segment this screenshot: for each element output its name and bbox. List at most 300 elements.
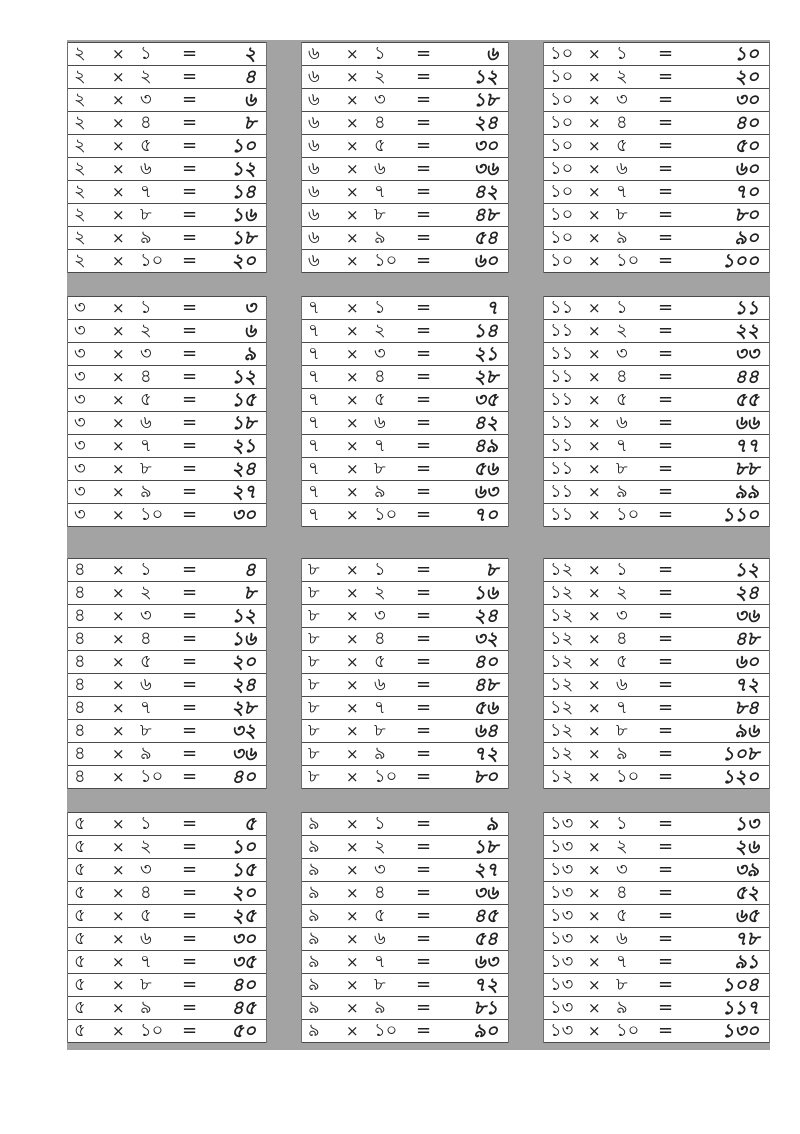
- multiplicand: ৯: [308, 836, 320, 857]
- multiplier: ৮: [616, 458, 628, 479]
- times-sign: ×: [346, 561, 359, 579]
- equals-sign: =: [658, 720, 674, 741]
- multiplier: ৬: [140, 412, 152, 433]
- table-row: [302, 719, 508, 742]
- multiplicand: ৭: [308, 297, 320, 318]
- multiplicand: ১০: [550, 66, 574, 87]
- multiplier: ৬: [616, 674, 628, 695]
- product: ৭০: [473, 504, 498, 526]
- multiplicand: ৫: [74, 882, 86, 903]
- multiplication-sheet: [67, 40, 770, 1050]
- times-sign: ×: [346, 299, 359, 317]
- multiplicand: ২: [74, 204, 86, 225]
- product: ২৮: [231, 697, 256, 719]
- multiplicand: ৮: [308, 651, 320, 672]
- table-row: [302, 996, 508, 1019]
- times-table-card: [543, 296, 770, 527]
- product: ২৪: [473, 605, 498, 627]
- equals-sign: =: [658, 504, 674, 525]
- multiplicand: ১০: [550, 158, 574, 179]
- product: ৪০: [473, 651, 498, 673]
- table-row: [302, 742, 508, 765]
- multiplicand: ৩: [74, 343, 86, 364]
- times-sign: ×: [346, 45, 359, 63]
- equals-sign: =: [182, 135, 198, 156]
- times-sign: ×: [112, 630, 125, 648]
- equals-sign: =: [658, 158, 674, 179]
- equals-sign: =: [416, 504, 432, 525]
- multiplier: ৪: [140, 628, 152, 649]
- multiplicand: ১২: [550, 582, 574, 603]
- times-sign: ×: [588, 653, 601, 671]
- multiplier: ৩: [616, 89, 628, 110]
- times-sign: ×: [346, 999, 359, 1017]
- table-row: [544, 134, 769, 157]
- product: ১০৮: [721, 743, 759, 765]
- table-row: [302, 157, 508, 180]
- table-row: [302, 249, 508, 273]
- equals-sign: =: [182, 481, 198, 502]
- equals-sign: =: [658, 605, 674, 626]
- equals-sign: =: [416, 343, 432, 364]
- multiplier: ৬: [616, 158, 628, 179]
- times-sign: ×: [346, 68, 359, 86]
- equals-sign: =: [658, 582, 674, 603]
- times-sign: ×: [112, 322, 125, 340]
- times-sign: ×: [112, 391, 125, 409]
- multiplier: ৪: [616, 628, 628, 649]
- product: ৮: [243, 112, 256, 134]
- multiplier: ৭: [140, 181, 152, 202]
- multiplicand: ৫: [74, 974, 86, 995]
- multiplier: ৬: [374, 158, 386, 179]
- equals-sign: =: [658, 204, 674, 225]
- multiplicand: ৮: [308, 674, 320, 695]
- equals-sign: =: [416, 651, 432, 672]
- table-row: [544, 203, 769, 226]
- multiplier: ১০: [616, 504, 640, 525]
- times-sign: ×: [112, 299, 125, 317]
- product: ৬০: [734, 651, 759, 673]
- multiplier: ৬: [140, 158, 152, 179]
- product: ১২০: [721, 766, 759, 788]
- multiplier: ৭: [374, 697, 386, 718]
- table-row: [544, 835, 769, 858]
- multiplicand: ১১: [550, 389, 574, 410]
- product: ১০: [231, 836, 256, 858]
- times-sign: ×: [112, 561, 125, 579]
- multiplicand: ১২: [550, 674, 574, 695]
- equals-sign: =: [658, 389, 674, 410]
- table-row: [302, 480, 508, 503]
- product: ১১: [734, 297, 759, 319]
- multiplier: ২: [374, 836, 386, 857]
- product: ৪৫: [231, 997, 256, 1019]
- times-sign: ×: [588, 160, 601, 178]
- multiplier: ৩: [140, 89, 152, 110]
- table-row: [68, 765, 266, 789]
- product: ৭৭: [734, 435, 759, 457]
- times-sign: ×: [588, 206, 601, 224]
- multiplier: ৮: [374, 458, 386, 479]
- equals-sign: =: [658, 628, 674, 649]
- multiplier: ১০: [374, 250, 398, 271]
- equals-sign: =: [658, 297, 674, 318]
- multiplicand: ৩: [74, 320, 86, 341]
- times-sign: ×: [112, 345, 125, 363]
- times-sign: ×: [112, 114, 125, 132]
- product: ৮: [243, 582, 256, 604]
- multiplier: ৯: [616, 227, 628, 248]
- times-sign: ×: [112, 607, 125, 625]
- multiplier: ৯: [374, 481, 386, 502]
- times-table-card: [301, 42, 509, 273]
- multiplicand: ৭: [308, 458, 320, 479]
- table-row: [302, 581, 508, 604]
- product: ৮০: [734, 204, 759, 226]
- equals-sign: =: [658, 481, 674, 502]
- times-sign: ×: [588, 183, 601, 201]
- times-table-card: [67, 42, 267, 273]
- multiplicand: ১০: [550, 204, 574, 225]
- equals-sign: =: [658, 559, 674, 580]
- multiplier: ৬: [374, 412, 386, 433]
- product: ১০: [231, 135, 256, 157]
- table-row: [544, 996, 769, 1019]
- equals-sign: =: [416, 135, 432, 156]
- times-sign: ×: [588, 322, 601, 340]
- times-sign: ×: [346, 206, 359, 224]
- times-sign: ×: [346, 607, 359, 625]
- multiplier: ৭: [140, 697, 152, 718]
- product: ১৬: [473, 582, 498, 604]
- equals-sign: =: [182, 389, 198, 410]
- multiplicand: ৭: [308, 389, 320, 410]
- times-sign: ×: [588, 768, 601, 786]
- table-row: [544, 157, 769, 180]
- product: ১৫: [231, 389, 256, 411]
- table-row: [68, 812, 266, 835]
- multiplicand: ১২: [550, 766, 574, 787]
- product: ৬৬: [734, 412, 759, 434]
- multiplicand: ১২: [550, 559, 574, 580]
- table-row: [544, 973, 769, 996]
- multiplier: ৪: [616, 366, 628, 387]
- table-row: [302, 904, 508, 927]
- equals-sign: =: [182, 674, 198, 695]
- equals-sign: =: [182, 559, 198, 580]
- multiplier: ১: [374, 813, 386, 834]
- multiplier: ১০: [616, 1020, 640, 1041]
- table-row: [68, 134, 266, 157]
- multiplicand: ৬: [308, 181, 320, 202]
- table-row: [302, 973, 508, 996]
- table-row: [544, 604, 769, 627]
- product: ৩৬: [473, 158, 498, 180]
- equals-sign: =: [658, 813, 674, 834]
- table-row: [68, 157, 266, 180]
- times-sign: ×: [346, 676, 359, 694]
- multiplier: ৪: [616, 112, 628, 133]
- equals-sign: =: [416, 43, 432, 64]
- times-sign: ×: [112, 884, 125, 902]
- times-sign: ×: [112, 768, 125, 786]
- product: ১৩০: [721, 1020, 759, 1042]
- multiplicand: ৭: [308, 366, 320, 387]
- times-sign: ×: [588, 1022, 601, 1040]
- times-sign: ×: [112, 861, 125, 879]
- product: ৪০: [231, 766, 256, 788]
- product: ৩: [243, 297, 256, 319]
- equals-sign: =: [182, 43, 198, 64]
- multiplicand: ১১: [550, 412, 574, 433]
- table-row: [302, 604, 508, 627]
- multiplicand: ১৩: [550, 859, 574, 880]
- equals-sign: =: [416, 836, 432, 857]
- multiplier: ৩: [616, 343, 628, 364]
- product: ১০: [734, 43, 759, 65]
- product: ৬৪: [473, 720, 498, 742]
- multiplicand: ৫: [74, 813, 86, 834]
- times-sign: ×: [588, 815, 601, 833]
- table-row: [302, 180, 508, 203]
- table-row: [544, 42, 769, 65]
- product: ৫৬: [473, 458, 498, 480]
- multiplier: ৭: [374, 951, 386, 972]
- multiplier: ২: [140, 320, 152, 341]
- multiplier: ৮: [616, 720, 628, 741]
- product: ৯০: [734, 227, 759, 249]
- multiplicand: ৪: [74, 720, 86, 741]
- multiplier: ৭: [374, 181, 386, 202]
- multiplier: ৭: [374, 435, 386, 456]
- table-row: [68, 457, 266, 480]
- product: ২৪: [231, 674, 256, 696]
- table-row: [68, 558, 266, 581]
- product: ৫৪: [473, 928, 498, 950]
- equals-sign: =: [658, 89, 674, 110]
- product: ২২: [734, 320, 759, 342]
- product: ১৮: [231, 412, 256, 434]
- product: ৯৯: [734, 481, 759, 503]
- product: ৫৫: [734, 389, 759, 411]
- product: ৪: [243, 559, 256, 581]
- equals-sign: =: [182, 951, 198, 972]
- table-row: [544, 765, 769, 789]
- table-row: [544, 434, 769, 457]
- equals-sign: =: [416, 158, 432, 179]
- multiplier: ১: [140, 813, 152, 834]
- times-sign: ×: [346, 584, 359, 602]
- product: ১৪: [473, 320, 498, 342]
- multiplier: ৫: [140, 905, 152, 926]
- product: ৩৫: [231, 951, 256, 973]
- multiplier: ৭: [616, 951, 628, 972]
- table-row: [302, 927, 508, 950]
- product: ২১: [473, 343, 498, 365]
- table-row: [544, 1019, 769, 1043]
- table-row: [544, 480, 769, 503]
- equals-sign: =: [182, 250, 198, 271]
- multiplicand: ১২: [550, 720, 574, 741]
- product: ৩২: [473, 628, 498, 650]
- product: ৩৬: [231, 743, 256, 765]
- multiplier: ৮: [374, 974, 386, 995]
- multiplier: ৮: [374, 204, 386, 225]
- equals-sign: =: [416, 697, 432, 718]
- multiplier: ৫: [616, 135, 628, 156]
- times-sign: ×: [112, 91, 125, 109]
- product: ১৬: [231, 204, 256, 226]
- equals-sign: =: [658, 366, 674, 387]
- multiplicand: ৪: [74, 766, 86, 787]
- times-sign: ×: [588, 68, 601, 86]
- product: ২১: [231, 435, 256, 457]
- product: ১৮: [473, 89, 498, 111]
- multiplier: ২: [140, 66, 152, 87]
- product: ৮০: [473, 766, 498, 788]
- equals-sign: =: [416, 481, 432, 502]
- multiplier: ৯: [374, 997, 386, 1018]
- equals-sign: =: [416, 674, 432, 695]
- equals-sign: =: [658, 697, 674, 718]
- product: ২৬: [734, 836, 759, 858]
- equals-sign: =: [182, 412, 198, 433]
- times-table-card: [301, 812, 509, 1043]
- table-row: [302, 627, 508, 650]
- times-sign: ×: [588, 630, 601, 648]
- times-sign: ×: [588, 745, 601, 763]
- times-sign: ×: [346, 183, 359, 201]
- times-sign: ×: [588, 607, 601, 625]
- multiplicand: ৪: [74, 605, 86, 626]
- multiplier: ১: [140, 559, 152, 580]
- product: ১৫: [231, 859, 256, 881]
- multiplicand: ২: [74, 89, 86, 110]
- equals-sign: =: [416, 227, 432, 248]
- product: ৪৪: [734, 366, 759, 388]
- equals-sign: =: [182, 720, 198, 741]
- times-sign: ×: [346, 368, 359, 386]
- equals-sign: =: [416, 435, 432, 456]
- multiplicand: ৮: [308, 582, 320, 603]
- times-sign: ×: [588, 414, 601, 432]
- table-row: [302, 111, 508, 134]
- product: ২৭: [473, 859, 498, 881]
- product: ৬৩: [473, 951, 498, 973]
- table-row: [302, 812, 508, 835]
- product: ৩০: [473, 135, 498, 157]
- times-sign: ×: [346, 345, 359, 363]
- product: ৯৬: [734, 720, 759, 742]
- product: ৭২: [473, 743, 498, 765]
- equals-sign: =: [658, 997, 674, 1018]
- equals-sign: =: [658, 135, 674, 156]
- multiplier: ৬: [140, 674, 152, 695]
- times-sign: ×: [588, 699, 601, 717]
- times-sign: ×: [112, 506, 125, 524]
- multiplicand: ৭: [308, 412, 320, 433]
- equals-sign: =: [182, 1020, 198, 1041]
- product: ২৮: [473, 366, 498, 388]
- multiplicand: ১১: [550, 320, 574, 341]
- multiplicand: ১১: [550, 458, 574, 479]
- equals-sign: =: [182, 997, 198, 1018]
- equals-sign: =: [182, 836, 198, 857]
- multiplier: ৯: [374, 743, 386, 764]
- multiplier: ১: [140, 297, 152, 318]
- equals-sign: =: [182, 905, 198, 926]
- multiplicand: ১১: [550, 366, 574, 387]
- product: ৯০: [473, 1020, 498, 1042]
- times-sign: ×: [346, 838, 359, 856]
- multiplier: ২: [616, 836, 628, 857]
- times-sign: ×: [346, 930, 359, 948]
- product: ১৮: [473, 836, 498, 858]
- times-sign: ×: [346, 953, 359, 971]
- multiplicand: ৮: [308, 743, 320, 764]
- table-row: [68, 673, 266, 696]
- times-sign: ×: [346, 460, 359, 478]
- equals-sign: =: [416, 366, 432, 387]
- product: ৭২: [473, 974, 498, 996]
- table-row: [68, 927, 266, 950]
- times-sign: ×: [588, 391, 601, 409]
- multiplier: ৬: [140, 928, 152, 949]
- equals-sign: =: [658, 250, 674, 271]
- times-sign: ×: [346, 91, 359, 109]
- times-sign: ×: [112, 206, 125, 224]
- product: ৬: [243, 89, 256, 111]
- equals-sign: =: [416, 905, 432, 926]
- equals-sign: =: [658, 66, 674, 87]
- multiplier: ৩: [140, 859, 152, 880]
- table-row: [302, 388, 508, 411]
- equals-sign: =: [182, 582, 198, 603]
- equals-sign: =: [182, 320, 198, 341]
- multiplier: ৯: [140, 227, 152, 248]
- product: ১১০: [721, 504, 759, 526]
- multiplicand: ২: [74, 250, 86, 271]
- product: ৫৪: [473, 227, 498, 249]
- equals-sign: =: [416, 813, 432, 834]
- equals-sign: =: [182, 181, 198, 202]
- multiplicand: ৮: [308, 720, 320, 741]
- times-table-card: [67, 812, 267, 1043]
- equals-sign: =: [416, 882, 432, 903]
- times-sign: ×: [112, 999, 125, 1017]
- times-sign: ×: [112, 437, 125, 455]
- product: ৬৫: [734, 905, 759, 927]
- table-row: [68, 42, 266, 65]
- multiplicand: ৪: [74, 582, 86, 603]
- multiplicand: ৮: [308, 697, 320, 718]
- multiplicand: ৪: [74, 697, 86, 718]
- multiplicand: ১৩: [550, 997, 574, 1018]
- multiplier: ৫: [140, 651, 152, 672]
- multiplicand: ৭: [308, 435, 320, 456]
- times-sign: ×: [346, 722, 359, 740]
- multiplier: ১: [374, 43, 386, 64]
- multiplicand: ৩: [74, 458, 86, 479]
- table-row: [68, 319, 266, 342]
- equals-sign: =: [416, 204, 432, 225]
- multiplier: ৭: [616, 435, 628, 456]
- multiplier: ১০: [140, 1020, 164, 1041]
- table-row: [544, 457, 769, 480]
- multiplier: ৫: [374, 389, 386, 410]
- times-sign: ×: [346, 160, 359, 178]
